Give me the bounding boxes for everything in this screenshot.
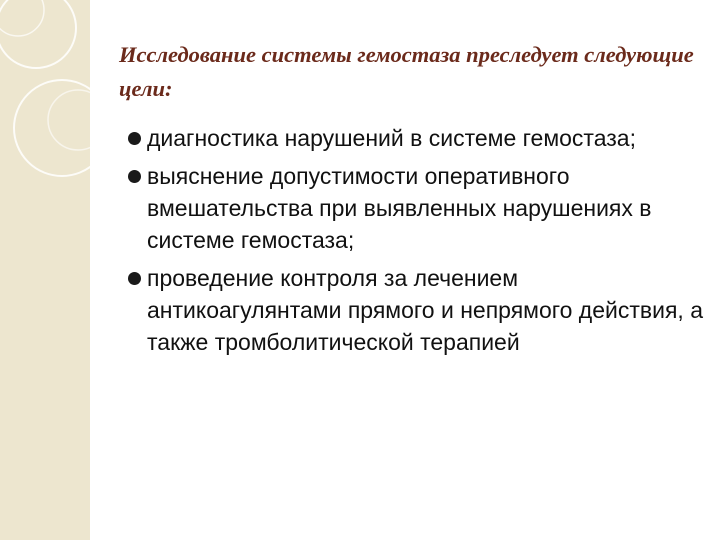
bullet-text: проведение контроля за лечением антикоагулянтами прямого и непрямого действия, а также тромболитической терапией [147, 265, 703, 355]
decorative-circles [0, 0, 90, 540]
bullet-text: выяснение допустимости оперативного вмешательства при выявленных нарушениях в системе гемостаза; [147, 163, 652, 253]
slide-title: Исследование системы гемостаза преследует следующие цели: [119, 42, 694, 101]
bullet-icon [128, 132, 141, 145]
bullet-icon [128, 170, 141, 183]
bullet-item [128, 160, 708, 256]
bullet-text: диагностика нарушений в системе гемостаза; [147, 125, 636, 151]
bullet-item [128, 122, 708, 154]
bullet-list [128, 122, 708, 364]
bullet-item [128, 262, 708, 358]
decorative-side-band [0, 0, 90, 540]
bullet-icon [128, 272, 141, 285]
